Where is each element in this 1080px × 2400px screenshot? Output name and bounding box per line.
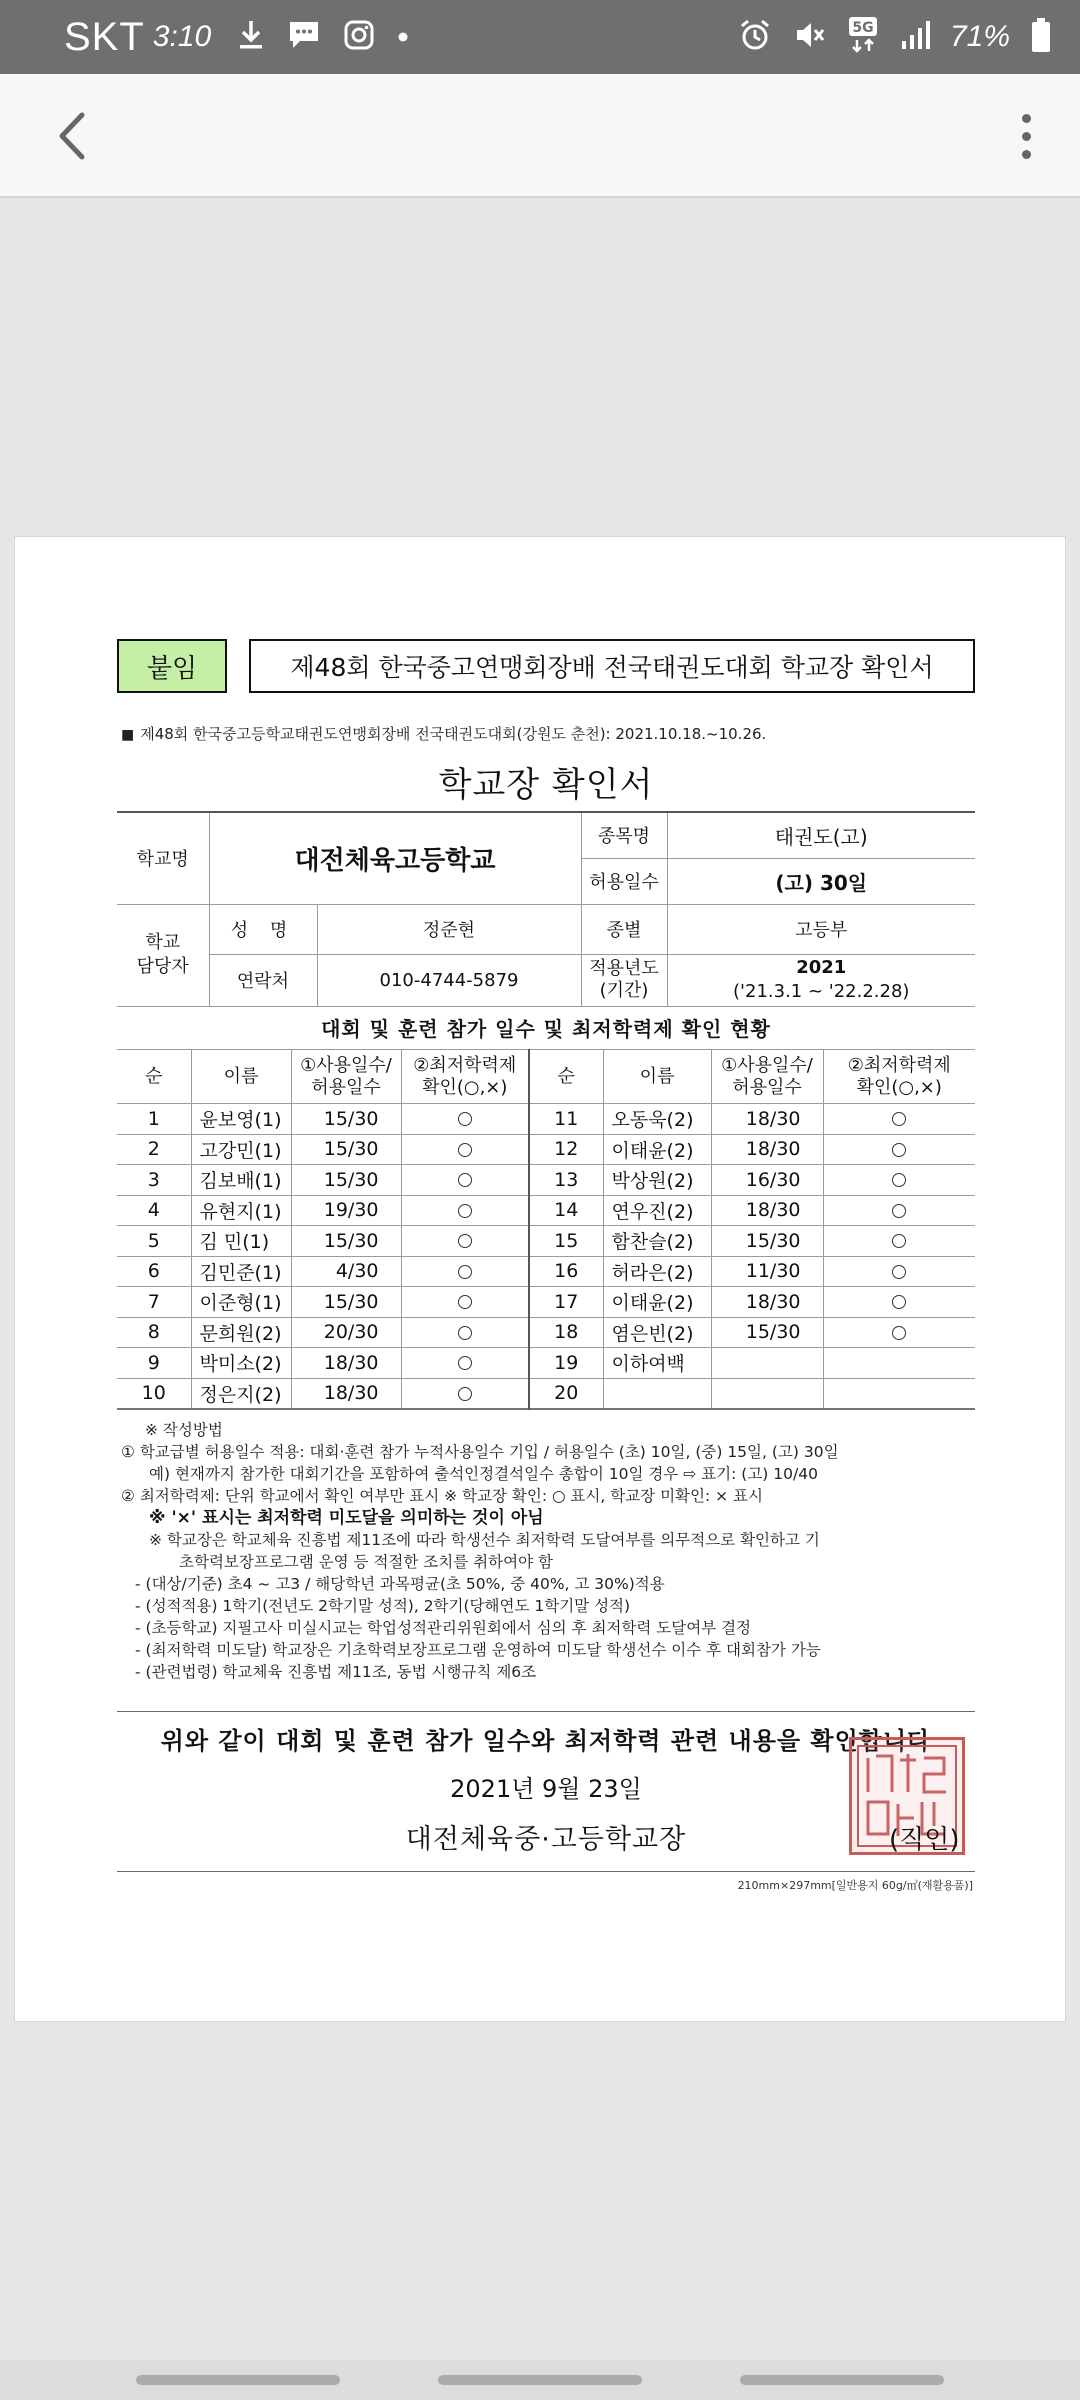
- student-name: 함찬슬(2): [603, 1226, 711, 1257]
- minimum-check: [401, 1348, 529, 1379]
- student-name: 김보배(1): [191, 1165, 291, 1196]
- note-line: ※ '×' 표시는 최저학력 미도달을 의미하는 것이 아님: [149, 1508, 544, 1528]
- back-button[interactable]: [40, 104, 104, 168]
- student-name: [603, 1378, 711, 1409]
- period-value: ('21.3.1 ~ '22.2.28): [733, 981, 910, 1002]
- used-days: 15/30: [711, 1226, 823, 1257]
- participation-table: [117, 1049, 975, 1410]
- table-row: [117, 1256, 975, 1287]
- row-number: 1: [117, 1104, 191, 1135]
- minimum-check: [823, 1378, 975, 1409]
- minimum-check: [823, 1134, 975, 1165]
- used-days: [711, 1378, 823, 1409]
- main-title: 학교장 확인서: [438, 765, 654, 805]
- dot-icon: [397, 28, 409, 47]
- note-line: ② 최저학력제: 단위 학교에서 확인 여부만 표시 ※ 학교장 확인: ○ 표시, 학교장 미확인: × 표시: [121, 1487, 764, 1505]
- used-days: 16/30: [711, 1165, 823, 1196]
- col-name: 이름: [191, 1050, 291, 1104]
- circle-mark-icon: [458, 1204, 472, 1218]
- row-number: 16: [529, 1256, 603, 1287]
- nav-recent-button[interactable]: [136, 2375, 340, 2385]
- circle-mark-icon: [458, 1265, 472, 1279]
- col-days: ①사용일수/ 허용일수: [291, 1050, 401, 1104]
- note-line: - (성적적용) 1학기(전년도 2학기말 성적), 2학기(당해연도 1학기말 성적): [135, 1597, 631, 1615]
- circle-mark-icon: [892, 1234, 906, 1248]
- row-number: 9: [117, 1348, 191, 1379]
- student-name: 윤보영(1): [191, 1104, 291, 1135]
- minimum-check: [401, 1104, 529, 1135]
- note-line: ① 학교급별 허용일수 적용: 대회·훈련 참가 누적사용일수 기입 / 허용일수 (초) 10일, (중) 15일, (고) 30일: [121, 1443, 839, 1461]
- minimum-check: [823, 1195, 975, 1226]
- circle-mark-icon: [458, 1173, 472, 1187]
- category-value: 고등부: [667, 904, 975, 954]
- note-line: - (최저학력 미도달) 학교장은 기초학력보장프로그램 운영하여 미도달 학생선수 이수 후 대회참가 가능: [135, 1641, 821, 1659]
- used-days: 15/30: [291, 1165, 401, 1196]
- status-time: 3:10: [152, 20, 212, 53]
- circle-mark-icon: [458, 1234, 472, 1248]
- used-days: 19/30: [291, 1195, 401, 1226]
- circle-mark-icon: [892, 1204, 906, 1218]
- used-days: 18/30: [711, 1104, 823, 1135]
- name-label: 성 명: [209, 904, 317, 954]
- writing-instructions: [121, 1419, 975, 1683]
- col-days: ①사용일수/ 허용일수: [711, 1050, 823, 1104]
- student-name: 박상원(2): [603, 1165, 711, 1196]
- category-label: 종별: [581, 904, 667, 954]
- used-days: 4/30: [291, 1256, 401, 1287]
- minimum-check: [823, 1165, 975, 1196]
- minimum-check: [401, 1226, 529, 1257]
- minimum-check: [823, 1256, 975, 1287]
- used-days: 15/30: [711, 1317, 823, 1348]
- mute-icon: [792, 18, 826, 56]
- download-icon: [237, 19, 265, 55]
- year-label: 적용년도 (기간): [581, 954, 667, 1006]
- circle-mark-icon: [892, 1143, 906, 1157]
- event-note: [121, 723, 766, 744]
- paper-spec: 210mm×297mm[일반용지 60g/㎡(재활용품)]: [737, 1879, 973, 1892]
- allowed-days-value: (고) 30일: [667, 858, 975, 904]
- table-row: [117, 1226, 975, 1257]
- student-name: 이태윤(2): [603, 1134, 711, 1165]
- used-days: 18/30: [711, 1287, 823, 1318]
- 5g-data-icon: [846, 16, 880, 58]
- circle-mark-icon: [458, 1387, 472, 1401]
- manager-name: 정준현: [317, 904, 581, 954]
- manager-label: 학교 담당자: [117, 904, 209, 1006]
- row-number: 3: [117, 1165, 191, 1196]
- circle-mark-icon: [458, 1356, 472, 1370]
- student-name: 염은빈(2): [603, 1317, 711, 1348]
- minimum-check: [401, 1287, 529, 1318]
- header-title: 제48회 한국중고연맹회장배 전국태권도대회 학교장 확인서: [249, 639, 975, 693]
- table-row: [117, 1287, 975, 1318]
- circle-mark-icon: [892, 1326, 906, 1340]
- school-info-table: [117, 811, 975, 1007]
- allowed-days-label: 허용일수: [581, 858, 667, 904]
- used-days: 18/30: [291, 1378, 401, 1409]
- nav-home-button[interactable]: [438, 2375, 642, 2385]
- col-name: 이름: [603, 1050, 711, 1104]
- student-name: 이하여백: [603, 1348, 711, 1379]
- event-note-text: 제48회 한국중고등학교태권도연맹회장배 전국태권도대회(강원도 춘천): 2021.10.18.~10.26.: [140, 725, 767, 743]
- event-value: 태권도(고): [667, 812, 975, 858]
- nav-back-button[interactable]: [740, 2375, 944, 2385]
- used-days: 15/30: [291, 1226, 401, 1257]
- table-row: [117, 1317, 975, 1348]
- row-number: 12: [529, 1134, 603, 1165]
- back-arrow-icon: [54, 110, 90, 162]
- used-days: [711, 1348, 823, 1379]
- col-check: ②최저학력제 확인(○,×): [823, 1050, 975, 1104]
- student-name: 문희원(2): [191, 1317, 291, 1348]
- used-days: 18/30: [711, 1195, 823, 1226]
- row-number: 4: [117, 1195, 191, 1226]
- row-number: 7: [117, 1287, 191, 1318]
- student-name: 김민준(1): [191, 1256, 291, 1287]
- note-line: ※ 작성방법: [145, 1421, 223, 1439]
- circle-mark-icon: [458, 1295, 472, 1309]
- student-name: 연우진(2): [603, 1195, 711, 1226]
- contact-label: 연락처: [209, 954, 317, 1006]
- table-row: [117, 1348, 975, 1379]
- used-days: 15/30: [291, 1104, 401, 1135]
- document-header: [117, 639, 975, 695]
- minimum-check: [401, 1256, 529, 1287]
- student-name: 오동욱(2): [603, 1104, 711, 1135]
- student-name: 유현지(1): [191, 1195, 291, 1226]
- minimum-check: [823, 1104, 975, 1135]
- circle-mark-icon: [458, 1112, 472, 1126]
- minimum-check: [401, 1317, 529, 1348]
- row-number: 10: [117, 1378, 191, 1409]
- alarm-icon: [738, 18, 772, 56]
- minimum-check: [823, 1226, 975, 1257]
- student-name: 박미소(2): [191, 1348, 291, 1379]
- row-number: 11: [529, 1104, 603, 1135]
- minimum-check: [401, 1134, 529, 1165]
- student-name: 정은지(2): [191, 1378, 291, 1409]
- row-number: 8: [117, 1317, 191, 1348]
- table-row: [117, 1104, 975, 1135]
- row-number: 14: [529, 1195, 603, 1226]
- row-number: 18: [529, 1317, 603, 1348]
- circle-mark-icon: [458, 1326, 472, 1340]
- table-row: [117, 1134, 975, 1165]
- status-bar: [0, 0, 1080, 74]
- more-vert-icon: [1022, 114, 1031, 123]
- event-label: 종목명: [581, 812, 667, 858]
- minimum-check: [823, 1317, 975, 1348]
- note-line: ※ 학교장은 학교체육 진흥법 제11조에 따라 학생선수 최저학력 도달여부를 의무적으로 확인하고 기: [149, 1531, 820, 1549]
- table-row: [117, 1195, 975, 1226]
- student-name: 이태윤(2): [603, 1287, 711, 1318]
- school-name: 대전체육고등학교: [209, 812, 581, 904]
- row-number: 2: [117, 1134, 191, 1165]
- circle-mark-icon: [892, 1295, 906, 1309]
- used-days: 11/30: [711, 1256, 823, 1287]
- used-days: 15/30: [291, 1134, 401, 1165]
- used-days: 18/30: [291, 1348, 401, 1379]
- carrier-label: SKT: [64, 14, 145, 59]
- confirmation-statement: 위와 같이 대회 및 훈련 참가 일수와 최저학력 관련 내용을 확인합니다: [160, 1727, 932, 1755]
- signal-icon: [900, 19, 930, 55]
- minimum-check: [823, 1348, 975, 1379]
- row-number: 15: [529, 1226, 603, 1257]
- year-value: 2021: [796, 957, 847, 978]
- table-row: [117, 1378, 975, 1409]
- contact-value: 010-4744-5879: [317, 954, 581, 1006]
- student-name: 고강민(1): [191, 1134, 291, 1165]
- network-label: 5G: [852, 20, 874, 36]
- used-days: 20/30: [291, 1317, 401, 1348]
- square-bullet-icon: ■: [121, 727, 135, 743]
- divider: [117, 1871, 975, 1872]
- used-days: 15/30: [291, 1287, 401, 1318]
- row-number: 6: [117, 1256, 191, 1287]
- used-days: 18/30: [711, 1134, 823, 1165]
- circle-mark-icon: [892, 1173, 906, 1187]
- message-icon: [287, 19, 321, 55]
- student-name: 허라은(2): [603, 1256, 711, 1287]
- minimum-check: [401, 1378, 529, 1409]
- document-date: 2021년 9월 23일: [450, 1775, 642, 1803]
- navigation-bar: [0, 2360, 1080, 2400]
- more-options-button[interactable]: [1000, 104, 1052, 168]
- document-page: [14, 536, 1066, 2022]
- row-number: 5: [117, 1226, 191, 1257]
- circle-mark-icon: [458, 1143, 472, 1157]
- attachment-tag: 붙임: [117, 639, 227, 693]
- row-number: 17: [529, 1287, 603, 1318]
- col-check: ②최저학력제 확인(○,×): [401, 1050, 529, 1104]
- row-number: 19: [529, 1348, 603, 1379]
- col-no: 순: [117, 1050, 191, 1104]
- student-name: 이준형(1): [191, 1287, 291, 1318]
- circle-mark-icon: [892, 1112, 906, 1126]
- status-subtitle: 대회 및 훈련 참가 일수 및 최저학력제 확인 현황: [321, 1017, 771, 1041]
- seal-label: (직인): [889, 1825, 960, 1855]
- minimum-check: [401, 1165, 529, 1196]
- note-line: 예) 현재까지 참가한 대회기간을 포함하여 출석인정결석일수 총합이 10일 경우 ⇨ 표기: (고) 10/40: [149, 1465, 818, 1483]
- student-name: 김 민(1): [191, 1226, 291, 1257]
- app-bar: [0, 74, 1080, 198]
- row-number: 13: [529, 1165, 603, 1196]
- table-row: [117, 1165, 975, 1196]
- divider: [117, 1711, 975, 1712]
- note-line: 초학력보장프로그램 운영 등 적절한 조치를 취하여야 함: [179, 1553, 553, 1571]
- col-no: 순: [529, 1050, 603, 1104]
- battery-icon: [1030, 17, 1052, 57]
- principal-title: 대전체육중·고등학교장: [405, 1824, 687, 1855]
- note-line: - (초등학교) 지필고사 미실시교는 학업성적관리위원회에서 심의 후 최저학력 도달여부 결정: [135, 1619, 752, 1637]
- minimum-check: [401, 1195, 529, 1226]
- note-line: - (대상/기준) 초4 ~ 고3 / 해당학년 과목평균(초 50%, 중 40%, 고 30%)적용: [135, 1575, 665, 1593]
- minimum-check: [823, 1287, 975, 1318]
- instagram-icon: [343, 19, 375, 55]
- school-label: 학교명: [117, 812, 209, 904]
- row-number: 20: [529, 1378, 603, 1409]
- circle-mark-icon: [892, 1265, 906, 1279]
- battery-level: 71%: [949, 20, 1010, 53]
- note-line: - (관련법령) 학교체육 진흥법 제11조, 동법 시행규칙 제6조: [135, 1663, 537, 1681]
